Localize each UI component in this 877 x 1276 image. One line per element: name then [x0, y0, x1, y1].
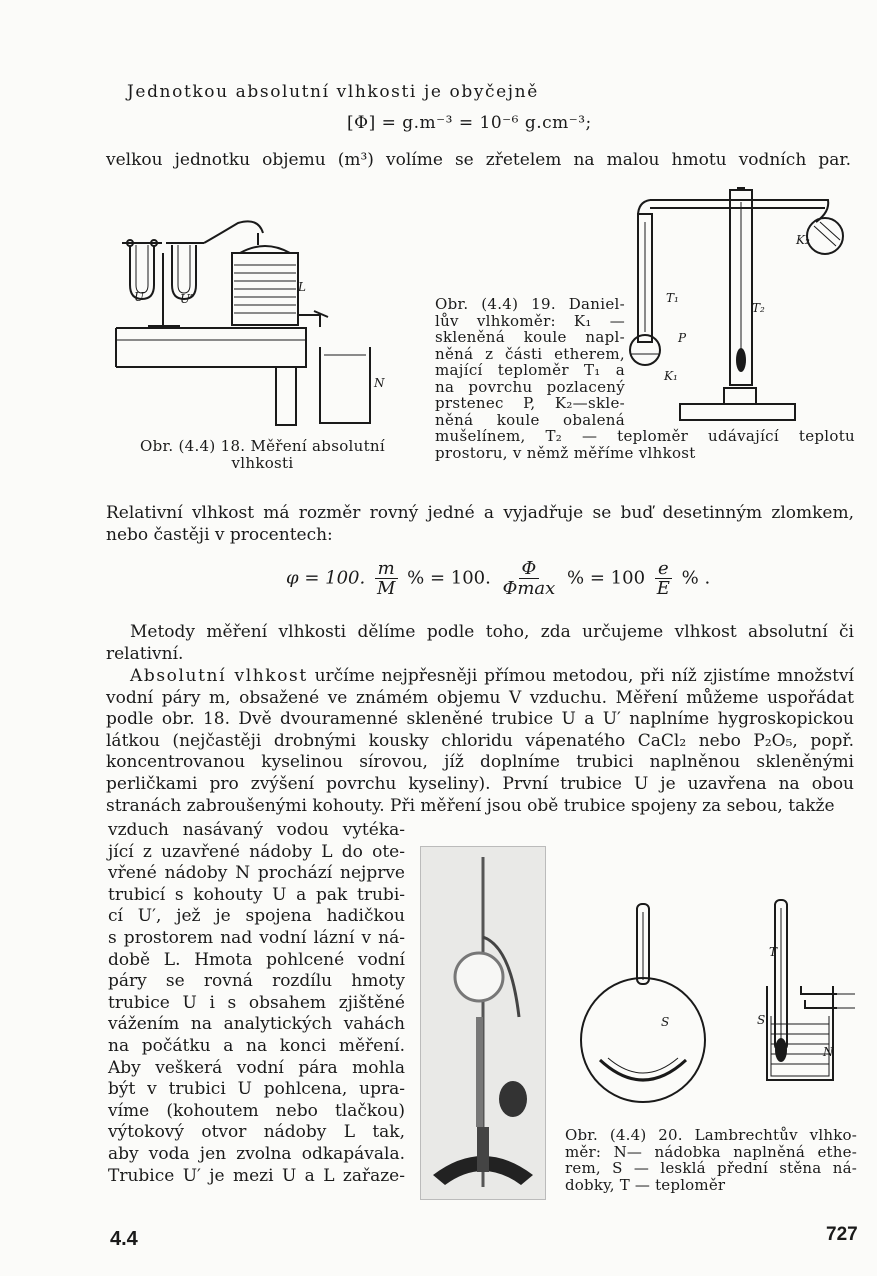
fig19-label-t2: T₂ [752, 301, 765, 315]
figure-18-caption: Obr. (4.4) 18. Měření absolutní vlhkosti [140, 437, 385, 472]
fig18-label-u-prime: U′ [180, 292, 193, 306]
hygrometer-photo-illustration [421, 847, 545, 1199]
relative-humidity-formula: φ = 100. $\frac{m}{M}$ % = 100. $\frac{\Phi}{\Phi\max}$ % = 100 $\frac{e}{E}$ % . [286, 558, 711, 599]
unit-formula: [Φ] = g.m⁻³ = 10⁻⁶ g.cm⁻³; [347, 113, 592, 133]
absolute-humidity-paragraph: Absolutní vlhkost určíme nejpřesněji přímou metodou, při níž zjistíme množství vodní páry m, obsažené ve známém objemu V vzduchu. Měření můžeme uspořádat podle obr. 18. Dvě dvouramenné skleněné trubice U a U′ naplníme hygroskopickou látkou (nejčastěji drobnými kousky chloridu vápenatého CaCl₂ nebo P₂O₅, popř. koncentrovanou kyselinou sírovou, jíž doplníme trubici naplněnou skleněnými perličkami pro zvýšení povrchu kyseliny). První trubice U je uzavřena na obou stranách zabroušenými kohouty. Při měření jsou obě trubice spojeny za sebou, takže [106, 666, 854, 816]
page-number: 727 [826, 1224, 858, 1245]
fig19-label-k1: K₁ [664, 369, 678, 383]
fig20-label-s-left: S [661, 1015, 670, 1029]
narrow-text-column: vzduch nasávaný vodou vytéka- jící z uzavřené nádoby L do ote- vřené nádoby N prochází nejprve trubicí s kohouty U a pak trubi- cí U′, jež je spojena hadičkou s prostorem nad vodní lázní v ná- době L. Hmota pohlcené vodní páry se rovná rozdílu hmoty trubice U i s obsahem zjištěné vážením na analytických vahách na počátku a na konci měření. Aby veškerá vodní pára mohla být v trubici U pohlcena, upra- víme (kohoutem nebo tlačkou) výtokový otvor nádoby L tak, aby voda jen zvolna odkapávala. Trubice U′ je mezi U a L zařaze- [108, 820, 405, 1186]
fig18-label-u: U [134, 290, 145, 304]
methods-paragraph: Metody měření vlhkosti dělíme podle toho, zda určujeme vlhkost absolutní či relativní. [106, 622, 854, 664]
figure-19-caption: Obr. (4.4) 19. Daniel- lův vlhkoměr: K₁ — skleněná koule napl- něná z části etherem, mající teploměr T₁ a na povrchu pozlacený prstenec P, K₂—skle- něná koule obalená mušelínem, T₂ — teploměr udávající teplotu prostoru, v němž měříme vlhkost [435, 295, 855, 462]
fig19-label-k2: K₂ [796, 233, 810, 247]
fig18-label-l: L [298, 280, 306, 294]
fig20-label-n: N [823, 1045, 834, 1059]
intro-line: Jednotkou absolutní vlhkosti je obyčejně [127, 82, 539, 102]
fig18-label-n: N [374, 376, 385, 390]
section-number: 4.4 [110, 1228, 138, 1250]
unit-note-line: velkou jednotku objemu (m³) volíme se zřetelem na malou hmotu vodních par. [106, 150, 851, 170]
figure-19-drawing [620, 182, 852, 427]
figure-18-drawing [108, 215, 423, 430]
fig20-label-t: T [769, 945, 778, 959]
fig20-label-s-right: S [757, 1013, 766, 1027]
figure-20-caption: Obr. (4.4) 20. Lambrechtův vlhko- měr: N— nádobka naplněná ethe- rem, S — lesklá přední stěna ná- dobky, T — teploměr [565, 1126, 857, 1194]
fig19-label-p: P [678, 331, 687, 345]
figure-20-drawing [575, 890, 860, 1105]
relative-humidity-paragraph: Relativní vlhkost má rozměr rovný jedné a vyjadřuje se buď desetinným zlomkem, nebo častěji v procentech: [106, 503, 854, 545]
hygrometer-photo [420, 846, 546, 1200]
fig19-label-t1: T₁ [666, 291, 679, 305]
